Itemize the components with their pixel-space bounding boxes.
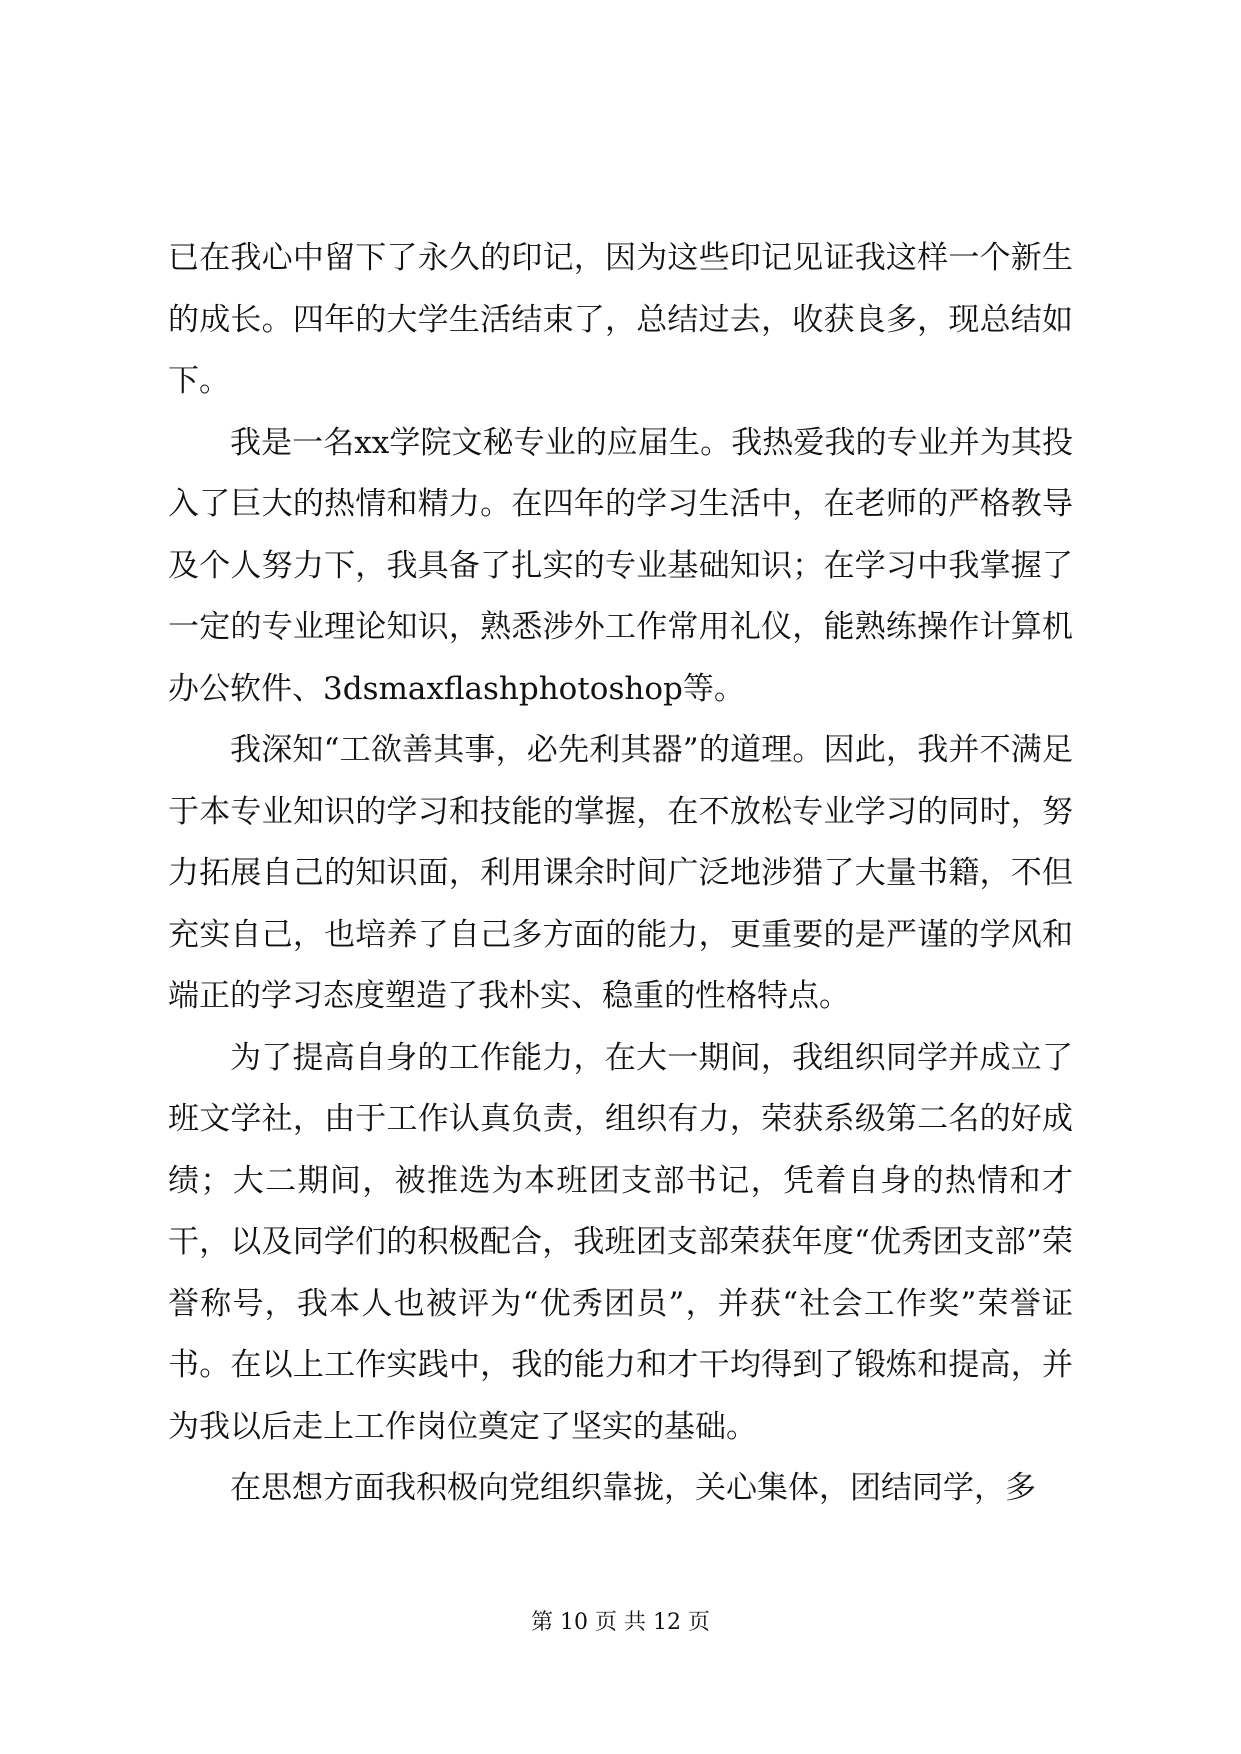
paragraph-2: 我是一名xx学院文秘专业的应届生。我热爱我的专业并为其投入了巨大的热情和精力。在四年的学习生活中，在老师的严格教导及个人努力下，我具备了扎实的专业基础知识；在学习中我掌握了一定的专业理论知识，熟悉涉外工作常用礼仪，能熟练操作计算机办公软件、3dsmaxflashphotoshop等。: [168, 424, 1073, 707]
paragraph-5: 在思想方面我积极向党组织靠拢，关心集体，团结同学，多: [230, 1470, 1036, 1506]
paragraph-3: 我深知“工欲善其事，必先利其器”的道理。因此，我并不满足于本专业知识的学习和技能的掌握，在不放松专业学习的同时，努力拓展自己的知识面，利用课余时间广泛地涉猎了大量书籍，不但充实自己，也培养了自己多方面的能力，更重要的是严谨的学风和端正的学习态度塑造了我朴实、稳重的性格特点。: [168, 732, 1073, 1014]
paragraph-4: 为了提高自身的工作能力，在大一期间，我组织同学并成立了班文学社，由于工作认真负责，组织有力，荣获系级第二名的好成绩；大二期间，被推选为本班团支部书记，凭着自身的热情和才干，以及同学们的积极配合，我班团支部荣获年度“优秀团支部”荣誉称号，我本人也被评为“优秀团员”，并获“社会工作奖”荣誉证书。在以上工作实践中，我的能力和才干均得到了锻炼和提高，并为我以后走上工作岗位奠定了坚实的基础。: [168, 1039, 1073, 1445]
paragraph-1: 已在我心中留下了永久的印记，因为这些印记见证我这样一个新生的成长。四年的大学生活结束了，总结过去，收获良多，现总结如下。: [168, 240, 1073, 399]
page-footer: [0, 1608, 1241, 1638]
document-body: [168, 228, 1073, 1520]
page-number-label: 第 10 页 共 12 页: [531, 1610, 710, 1635]
